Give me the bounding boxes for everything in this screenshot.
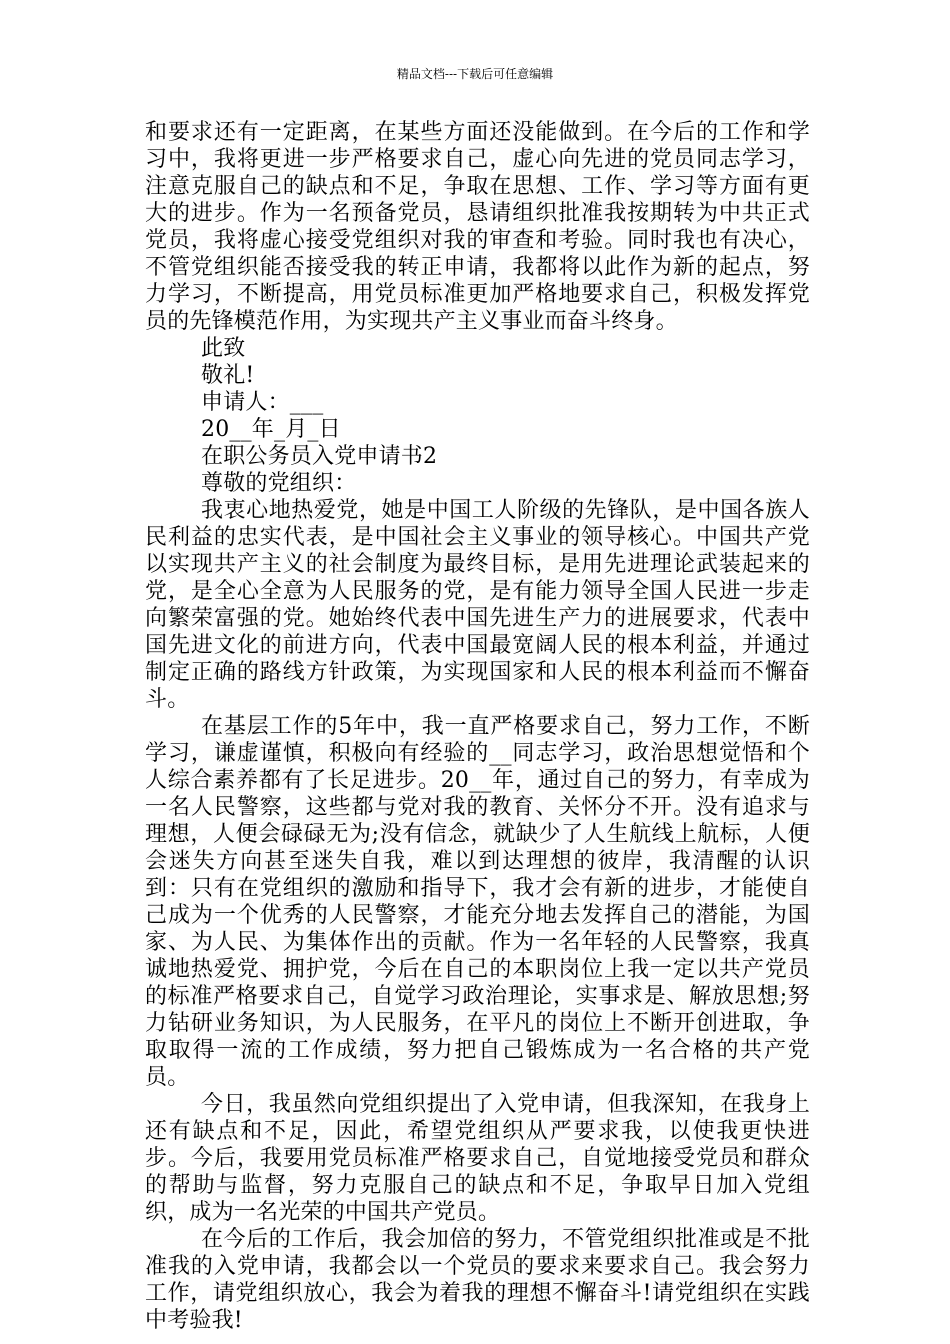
salutation: 尊敬的党组织： [201, 471, 357, 496]
closing-salute: 敬礼! [201, 363, 255, 388]
document-body [145, 119, 810, 1334]
body-paragraph-4: 在今后的工作后，我会加倍的努力，不管党组织批准或是不批准我的入党申请，我都会以一个党员的要求来要求自己。我会努力工作，请党组织放心，我会为着我的理想不懈奋斗!请党组织在实践中考验我! [145, 1227, 810, 1333]
page-header: 精品文档---下载后可任意编辑 [396, 67, 554, 81]
applicant-line: 申请人：___ [201, 390, 324, 415]
body-paragraph-2: 在基层工作的5年中，我一直严格要求自己，努力工作，不断学习，谦虚谨慎，积极向有经验的__同志学习，政治思想觉悟和个人综合素养都有了长足进步。20__年，通过自己的努力，有幸成为一名人民警察，这些都与党对我的教育、关怀分不开。没有追求与理想，人便会碌碌无为;没有信念，就缺少了人生航线上航标，人便会迷失方向甚至迷失自我，难以到达理想的彼岸，我清醒的认识到：只有在党组织的激励和指导下，我才会有新的进步，才能使自己成为一个优秀的人民警察，才能充分地去发挥自己的潜能，为国家、为人民、为集体作出的贡献。作为一名年轻的人民警察，我真诚地热爱党、拥护党，今后在自己的本职岗位上我一定以共产党员的标准严格要求自己，自觉学习政治理论，实事求是、解放思想;努力钻研业务知识，为人民服务，在平凡的岗位上不断开创进取，争取取得一流的工作成绩，努力把自己锻炼成为一名合格的共产党员。 [145, 714, 810, 1090]
body-paragraph-3: 今日，我虽然向党组织提出了入党申请，但我深知，在我身上还有缺点和不足，因此，希望党组织从严要求我，以使我更快进步。今后，我要用党员标准严格要求自己，自觉地接受党员和群众的帮助与监督，努力克服自己的缺点和不足，争取早日加入党组织，成为一名光荣的中国共产党员。 [145, 1092, 810, 1225]
date-line: 20__年_月_日 [201, 417, 341, 442]
closing-greeting: 此致 [201, 336, 246, 361]
body-paragraph-1: 我衷心地热爱党，她是中国工人阶级的先锋队，是中国各族人民利益的忠实代表，是中国社会主义事业的领导核心。中国共产党以实现共产主义的社会制度为最终目标，是用先进理论武装起来的党，是全心全意为人民服务的党，是有能力领导全国人民进一步走向繁荣富强的党。她始终代表中国先进生产力的进展要求，代表中国先进文化的前进方向，代表中国最宽阔人民的根本利益，并通过制定正确的路线方针政策，为实现国家和人民的根本利益而不懈奋斗。 [145, 498, 810, 712]
continuation-paragraph: 和要求还有一定距离，在某些方面还没能做到。在今后的工作和学习中，我将更进一步严格要求自己，虚心向先进的党员同志学习，注意克服自己的缺点和不足，争取在思想、工作、学习等方面有更大的进步。作为一名预备党员，恳请组织批准我按期转为中共正式党员，我将虚心接受党组织对我的审查和考验。同时我也有决心，不管党组织能否接受我的转正申请，我都将以此作为新的起点，努力学习，不断提高，用党员标准更加严格地要求自己，积极发挥党员的先锋模范作用，为实现共产主义事业而奋斗终身。 [145, 120, 810, 334]
section-title: 在职公务员入党申请书2 [201, 444, 438, 469]
